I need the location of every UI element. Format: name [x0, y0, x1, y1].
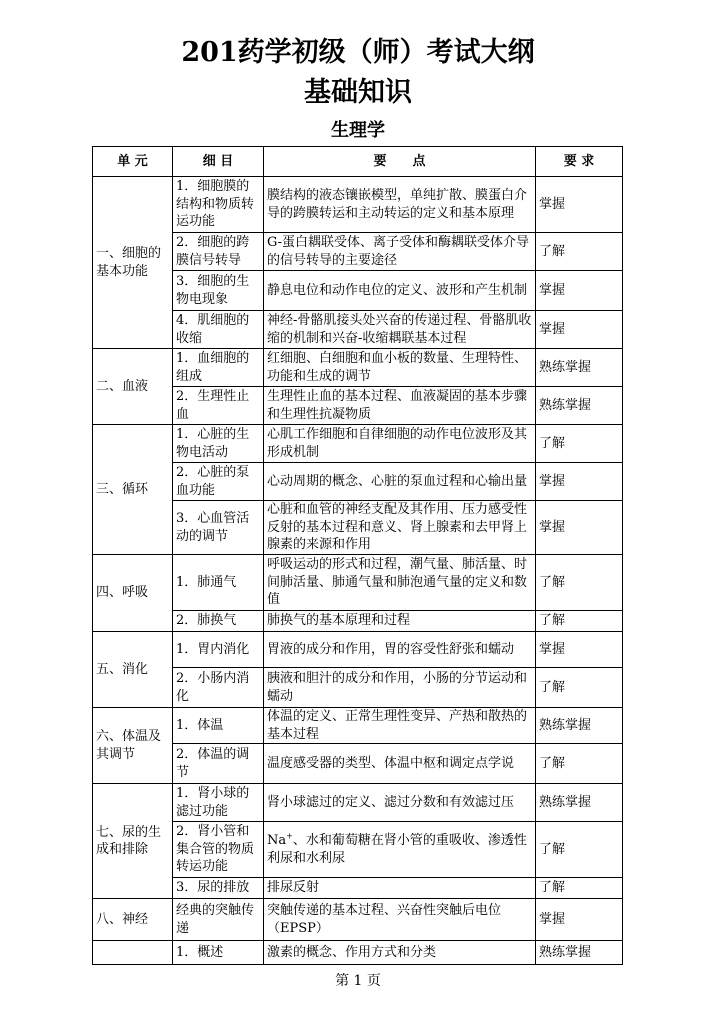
requirement-cell: 了解 — [536, 744, 623, 784]
detail-cell: 2．心脏的泵血功能 — [173, 463, 264, 501]
requirement-cell: 掌握 — [536, 501, 623, 555]
point-cell: 膜结构的液态镶嵌模型，单纯扩散、膜蛋白介导的跨膜转运和主动转运的定义和基本原理 — [264, 177, 536, 233]
point-cell: 红细胞、白细胞和血小板的数量、生理特性、功能和生成的调节 — [264, 349, 536, 387]
requirement-cell: 掌握 — [536, 177, 623, 233]
table-row — [93, 271, 623, 311]
table-row — [93, 878, 623, 899]
point-cell: 胰液和胆汁的成分和作用，小肠的分节运动和蠕动 — [264, 668, 536, 708]
unit-name: 四、呼吸 — [93, 555, 173, 632]
point-cell: 胃液的成分和作用，胃的容受性舒张和蠕动 — [264, 632, 536, 668]
detail-cell: 1．肺通气 — [173, 555, 264, 611]
table-row — [93, 349, 623, 387]
requirement-cell: 了解 — [536, 611, 623, 632]
point-cell: 体温的定义、正常生理性变异、产热和散热的基本过程 — [264, 708, 536, 744]
ion-charge: + — [286, 831, 293, 841]
document-subtitle: 基础知识 — [304, 77, 412, 108]
requirement-cell: 掌握 — [536, 463, 623, 501]
header-unit: 单 元 — [93, 147, 173, 177]
table-row — [93, 744, 623, 784]
table-row — [93, 311, 623, 349]
table-row — [93, 501, 623, 555]
requirement-cell: 了解 — [536, 668, 623, 708]
requirement-cell: 了解 — [536, 233, 623, 271]
requirement-cell: 了解 — [536, 555, 623, 611]
requirement-cell: 了解 — [536, 878, 623, 899]
unit-name: 六、体温及其调节 — [93, 708, 173, 784]
point-cell: 神经-骨骼肌接头处兴奋的传递过程、骨骼肌收缩的机制和兴奋-收缩耦联基本过程 — [264, 311, 536, 349]
detail-cell: 1．肾小球的滤过功能 — [173, 784, 264, 822]
point-cell: 突触传递的基本过程、兴奋性突触后电位（EPSP） — [264, 899, 536, 941]
unit-name — [93, 941, 173, 965]
requirement-cell: 掌握 — [536, 632, 623, 668]
table-row — [93, 611, 623, 632]
point-cell: 生理性止血的基本过程、血液凝固的基本步骤和生理性抗凝物质 — [264, 387, 536, 425]
requirement-cell: 熟练掌握 — [536, 784, 623, 822]
point-text: 、水和葡萄糖在肾小管的重吸收、渗透性利尿和水利尿 — [267, 833, 527, 866]
detail-cell: 2．生理性止血 — [173, 387, 264, 425]
detail-cell: 经典的突触传递 — [173, 899, 264, 941]
point-cell: 温度感受器的类型、体温中枢和调定点学说 — [264, 744, 536, 784]
section-title: 生理学 — [331, 120, 385, 141]
point-cell — [264, 822, 536, 878]
requirement-cell: 熟练掌握 — [536, 349, 623, 387]
requirement-cell: 熟练掌握 — [536, 708, 623, 744]
detail-cell: 3．细胞的生物电现象 — [173, 271, 264, 311]
unit-name: 一、细胞的基本功能 — [93, 177, 173, 349]
table-row — [93, 899, 623, 941]
unit-name: 三、循环 — [93, 425, 173, 555]
page-number: 第 1 页 — [335, 973, 381, 989]
detail-cell: 1．胃内消化 — [173, 632, 264, 668]
table-row — [93, 822, 623, 878]
table-row — [93, 632, 623, 668]
table-row — [93, 555, 623, 611]
header-detail: 细 目 — [173, 147, 264, 177]
requirement-cell: 了解 — [536, 425, 623, 463]
point-cell: 心脏和血管的神经支配及其作用、压力感受性反射的基本过程和意义、肾上腺素和去甲肾上腺素的来源和作用 — [264, 501, 536, 555]
requirement-cell: 了解 — [536, 822, 623, 878]
header-requirement: 要 求 — [536, 147, 623, 177]
detail-cell: 2．小肠内消化 — [173, 668, 264, 708]
sodium-symbol: Na — [267, 833, 287, 849]
requirement-cell: 熟练掌握 — [536, 387, 623, 425]
requirement-cell: 掌握 — [536, 311, 623, 349]
table-row — [93, 784, 623, 822]
unit-name: 五、消化 — [93, 632, 173, 708]
point-cell: 心动周期的概念、心脏的泵血过程和心输出量 — [264, 463, 536, 501]
table-row — [93, 941, 623, 965]
point-cell: 呼吸运动的形式和过程，潮气量、肺活量、时间肺活量、肺通气量和肺泡通气量的定义和数值 — [264, 555, 536, 611]
table-row — [93, 668, 623, 708]
requirement-cell: 掌握 — [536, 899, 623, 941]
point-cell: 排尿反射 — [264, 878, 536, 899]
table-row — [93, 177, 623, 233]
detail-cell: 3．尿的排放 — [173, 878, 264, 899]
header-point: 要 点 — [264, 147, 536, 177]
detail-cell: 2．细胞的跨膜信号转导 — [173, 233, 264, 271]
detail-cell: 2．肾小管和集合管的物质转运功能 — [173, 822, 264, 878]
table-row — [93, 425, 623, 463]
detail-cell: 3．心血管活动的调节 — [173, 501, 264, 555]
table-row — [93, 233, 623, 271]
point-cell: 肾小球滤过的定义、滤过分数和有效滤过压 — [264, 784, 536, 822]
requirement-cell: 掌握 — [536, 271, 623, 311]
detail-cell: 1．血细胞的组成 — [173, 349, 264, 387]
unit-name: 二、血液 — [93, 349, 173, 425]
requirement-cell: 熟练掌握 — [536, 941, 623, 965]
unit-name: 七、尿的生成和排除 — [93, 784, 173, 899]
table-header-row — [93, 147, 623, 177]
detail-cell: 1．体温 — [173, 708, 264, 744]
table-row — [93, 387, 623, 425]
detail-cell: 2．体温的调节 — [173, 744, 264, 784]
unit-name: 八、神经 — [93, 899, 173, 941]
detail-cell: 2．肺换气 — [173, 611, 264, 632]
syllabus-table — [92, 146, 623, 965]
detail-cell: 4．肌细胞的收缩 — [173, 311, 264, 349]
document-title: 201药学初级（师）考试大纲 — [181, 37, 535, 68]
point-cell: G-蛋白耦联受体、离子受体和酶耦联受体介导的信号转导的主要途径 — [264, 233, 536, 271]
point-cell: 肺换气的基本原理和过程 — [264, 611, 536, 632]
table-row — [93, 463, 623, 501]
detail-cell: 1．心脏的生物电活动 — [173, 425, 264, 463]
detail-cell: 1．细胞膜的结构和物质转运功能 — [173, 177, 264, 233]
point-cell: 心肌工作细胞和自律细胞的动作电位波形及其形成机制 — [264, 425, 536, 463]
detail-cell: 1．概述 — [173, 941, 264, 965]
point-cell: 激素的概念、作用方式和分类 — [264, 941, 536, 965]
point-cell: 静息电位和动作电位的定义、波形和产生机制 — [264, 271, 536, 311]
table-row — [93, 708, 623, 744]
